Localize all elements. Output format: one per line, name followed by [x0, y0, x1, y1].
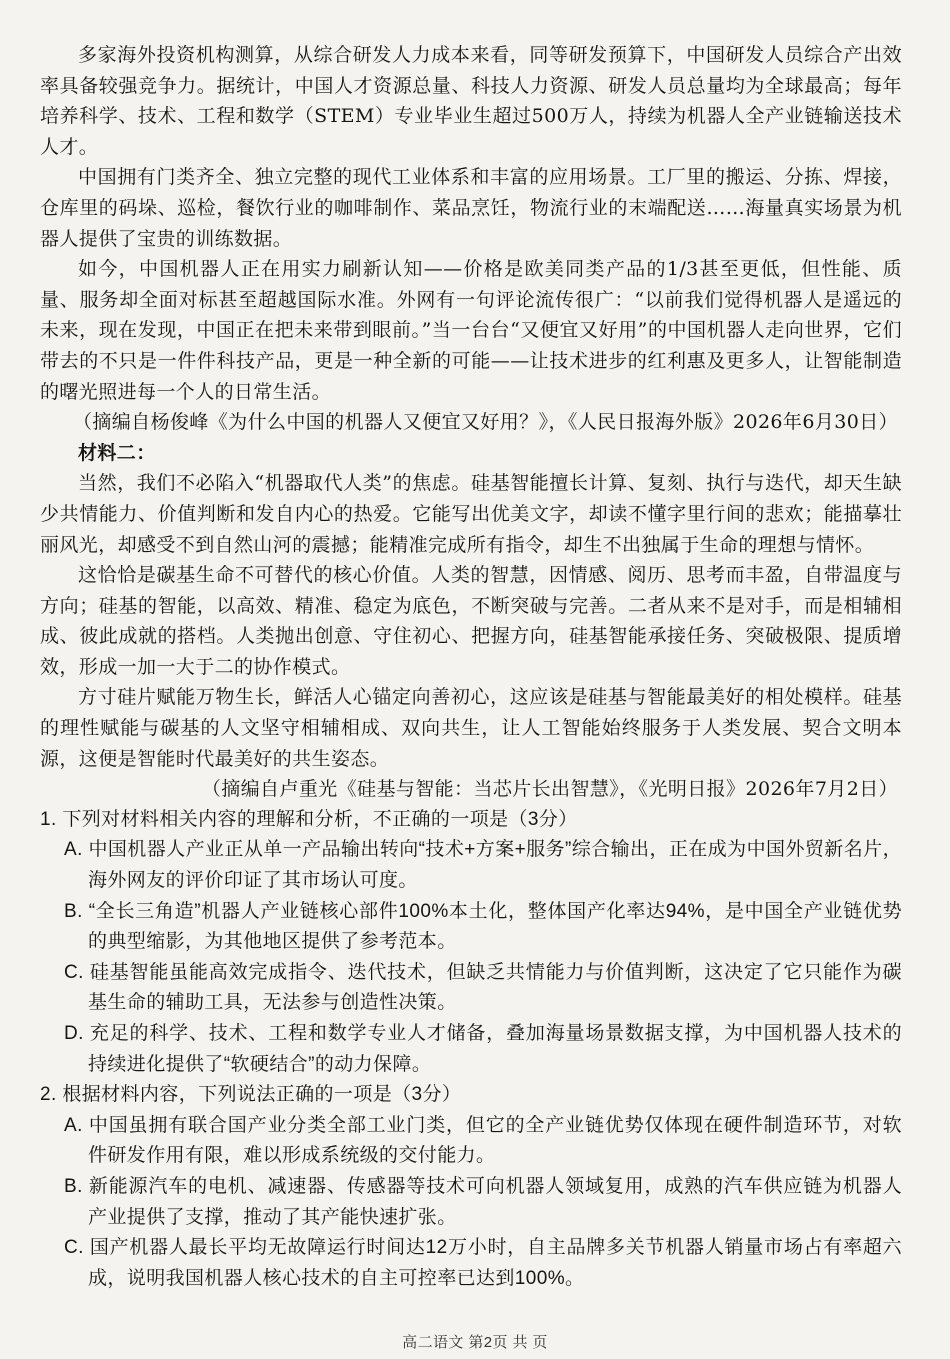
question-1-option-d: D. 充足的科学、技术、工程和数学专业人才储备，叠加海量场景数据支撑，为中国机器人技术的持续进化提供了“软硬结合”的动力保障。 [64, 1023, 902, 1075]
material-one-paragraph-1: 多家海外投资机构测算，从综合研发人力成本来看，同等研发预算下，中国研发人员综合产出效率具备较强竞争力。据统计，中国人才资源总量、科技人力资源、研发人员总量均为全球最高；每年培养科学、技术、工程和数学（STEM）专业毕业生超过500万人，持续为机器人全产业链输送技术人才。 [40, 44, 902, 158]
material-one [40, 40, 902, 438]
question-2-option-c: C. 国产机器人最长平均无故障运行时间达12万小时，自主品牌多关节机器人销量市场占有率超六成，说明我国机器人核心技术的自主可控率已达到100%。 [64, 1237, 902, 1289]
material-two-paragraph-2: 这恰恰是碳基生命不可替代的核心价值。人类的智慧，因情感、阅历、思考而丰盈，自带温度与方向；硅基的智能，以高效、精准、稳定为底色，不断突破与完善。二者从来不是对手，而是相辅相成、彼此成就的搭档。人类抛出创意、守住初心、把握方向，硅基智能承接任务、突破极限、提质增效，形成一加一大于二的协作模式。 [40, 564, 902, 678]
page-footer: 高二语文 第2页 共 页 [402, 1334, 548, 1351]
question-2 [40, 1080, 902, 1294]
question-1-stem: 1. 下列对材料相关内容的理解和分析，不正确的一项是（3分） [40, 808, 578, 830]
material-one-paragraph-3: 如今，中国机器人正在用实力刷新认知——价格是欧美同类产品的1/3甚至更低，但性能、质量、服务却全面对标甚至超越国际水准。外网有一句评论流传很广：“以前我们觉得机器人是遥远的未来，现在发现，中国正在把未来带到眼前。”当一台台“又便宜又好用”的中国机器人走向世界，它们带去的不只是一件件科技产品，更是一种全新的可能——让技术进步的红利惠及更多人，让智能制造的曙光照进每一个人的日常生活。 [40, 258, 902, 403]
question-1-option-b: B. “全长三角造”机器人产业链核心部件100%本土化，整体国产化率达94%，是中国全产业链优势的典型缩影，为其他地区提供了参考范本。 [64, 900, 902, 953]
question-1-option-c: C. 硅基智能虽能高效完成指令、迭代技术，但缺乏共情能力与价值判断，这决定了它只能作为碳基生命的辅助工具，无法参与创造性决策。 [64, 961, 902, 1014]
material-two-source: （摘编自卢重光《硅基与智能：当芯片长出智慧》，《光明日报》2026年7月2日） [201, 778, 898, 801]
material-two-paragraph-3: 方寸硅片赋能万物生长，鲜活人心锚定向善初心，这应该是硅基与智能最美好的相处模样。硅基的理性赋能与碳基的人文坚守相辅相成、双向共生，让人工智能始终服务于人类发展、契合文明本源，这便是智能时代最美好的共生姿态。 [40, 686, 902, 770]
material-one-source: （摘编自杨俊峰《为什么中国的机器人又便宜又好用？》，《人民日报海外版》2026年6月30日） [72, 411, 898, 434]
material-two [40, 438, 902, 805]
question-2-option-b: B. 新能源汽车的电机、减速器、传感器等技术可向机器人领域复用，成熟的汽车供应链为机器人产业提供了支撑，推动了其产能快速扩张。 [64, 1175, 902, 1228]
question-2-stem: 2. 根据材料内容，下列说法正确的一项是（3分） [40, 1084, 462, 1106]
material-one-paragraph-2: 中国拥有门类齐全、独立完整的现代工业体系和丰富的应用场景。工厂里的搬运、分拣、焊接，仓库里的码垛、巡检，餐饮行业的咖啡制作、菜品烹饪，物流行业的末端配送……海量真实场景为机器人提供了宝贵的训练数据。 [40, 166, 902, 250]
question-1-option-a: A. 中国机器人产业正从单一产品输出转向“技术+方案+服务”综合输出，正在成为中国外贸新名片，海外网友的评价印证了其市场认可度。 [64, 839, 902, 892]
material-two-paragraph-1: 当然，我们不必陷入“机器取代人类”的焦虑。硅基智能擅长计算、复刻、执行与迭代，却天生缺少共情能力、价值判断和发自内心的热爱。它能写出优美文字，却读不懂字里行间的悲欢；能描摹壮丽风光，却感受不到自然山河的震撼；能精准完成所有指令，却生不出独属于生命的理想与情怀。 [40, 472, 902, 556]
question-2-option-a: A. 中国虽拥有联合国产业分类全部工业门类，但它的全产业链优势仅体现在硬件制造环节，对软件研发作用有限，难以形成系统级的交付能力。 [64, 1114, 902, 1167]
question-1 [40, 805, 902, 1080]
material-two-heading: 材料二： [78, 441, 156, 464]
